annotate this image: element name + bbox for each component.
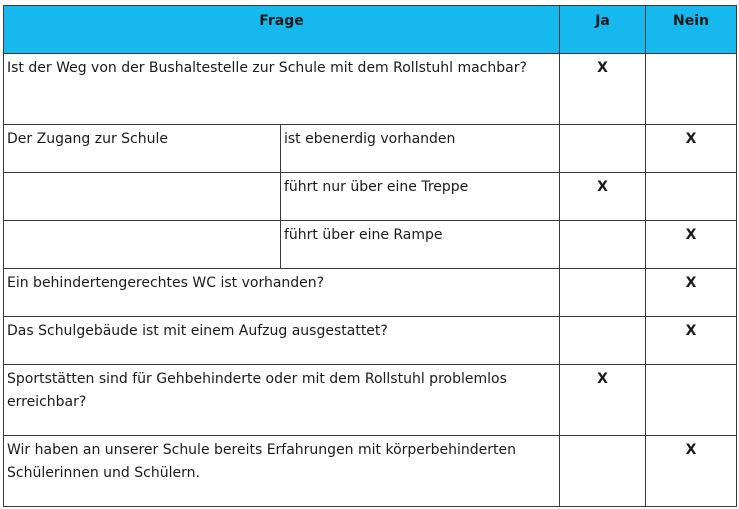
table-row	[4, 317, 737, 365]
table-row	[4, 125, 737, 173]
yes-cell: X	[560, 54, 646, 125]
yes-cell	[560, 269, 646, 317]
table-row	[4, 173, 737, 221]
accessibility-table	[3, 5, 737, 507]
no-cell: X	[646, 317, 737, 365]
header-yes: Ja	[560, 6, 646, 54]
yes-cell	[560, 436, 646, 507]
no-cell: X	[646, 269, 737, 317]
no-cell	[646, 173, 737, 221]
yes-cell	[560, 125, 646, 173]
table-row	[4, 365, 737, 436]
no-cell	[646, 365, 737, 436]
question-cell: Sportstätten sind für Gehbehinderte oder mit dem Rollstuhl problemlos erreichbar?	[4, 365, 560, 436]
table-row	[4, 269, 737, 317]
question-cell: Ist der Weg von der Bushaltestelle zur Schule mit dem Rollstuhl machbar?	[4, 54, 560, 125]
table-row	[4, 221, 737, 269]
no-cell: X	[646, 125, 737, 173]
no-cell: X	[646, 221, 737, 269]
yes-cell	[560, 221, 646, 269]
yes-cell	[560, 317, 646, 365]
yes-cell: X	[560, 365, 646, 436]
no-cell	[646, 54, 737, 125]
header-row	[4, 6, 737, 54]
sub-question-cell: führt nur über eine Treppe	[281, 173, 560, 221]
question-cell	[4, 173, 281, 221]
question-cell: Der Zugang zur Schule	[4, 125, 281, 173]
no-cell: X	[646, 436, 737, 507]
sub-question-cell: ist ebenerdig vorhanden	[281, 125, 560, 173]
question-cell: Wir haben an unserer Schule bereits Erfahrungen mit körperbehinderten Schülerinnen und Schülern.	[4, 436, 560, 507]
table-row	[4, 54, 737, 125]
header-question: Frage	[4, 6, 560, 54]
table-row	[4, 436, 737, 507]
yes-cell: X	[560, 173, 646, 221]
sub-question-cell: führt über eine Rampe	[281, 221, 560, 269]
header-no: Nein	[646, 6, 737, 54]
question-cell: Ein behindertengerechtes WC ist vorhanden?	[4, 269, 560, 317]
question-cell: Das Schulgebäude ist mit einem Aufzug ausgestattet?	[4, 317, 560, 365]
question-cell	[4, 221, 281, 269]
